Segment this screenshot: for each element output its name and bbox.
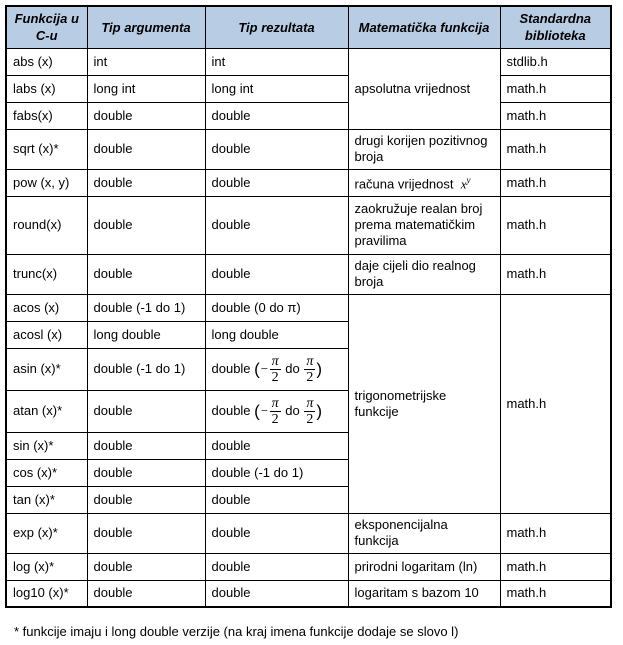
arg-type: double: [87, 513, 205, 553]
arg-type: double: [87, 580, 205, 607]
result-type: double (-1 do 1): [205, 459, 348, 486]
fraction-numerator: π: [271, 395, 279, 411]
header-function: Funkcija u C-u: [6, 6, 87, 48]
fraction-denominator: 2: [271, 411, 279, 427]
desc-text: računa vrijednost: [354, 176, 454, 192]
math-function-desc: prirodni logaritam (ln): [348, 553, 500, 580]
math-function-desc: logaritam s bazom 10: [348, 580, 500, 607]
fraction-numerator: π: [306, 353, 314, 369]
math-function-desc: eksponencijalna funkcija: [348, 513, 500, 553]
result-type: double: [205, 102, 348, 129]
math-function-desc: trigonometrijske funkcije: [348, 294, 500, 513]
arg-type: double: [87, 169, 205, 196]
result-type: double: [205, 486, 348, 513]
pi-over-two-fraction: [304, 354, 315, 385]
fraction-denominator: 2: [271, 369, 279, 385]
math-function-desc: [348, 169, 500, 196]
library: math.h: [500, 129, 611, 169]
result-type: double: [205, 580, 348, 607]
header-math-function: Matematička funkcija: [348, 6, 500, 48]
close-paren: ): [316, 359, 323, 378]
range-word: do: [285, 360, 300, 376]
math-function-desc: apsolutna vrijednost: [348, 48, 500, 129]
table-row: [6, 580, 611, 607]
table-row: [6, 75, 611, 102]
function-name: exp (x)*: [6, 513, 87, 553]
library: math.h: [500, 75, 611, 102]
library: math.h: [500, 580, 611, 607]
arg-type: long int: [87, 75, 205, 102]
header-arg-type: Tip argumenta: [87, 6, 205, 48]
result-type: double: [205, 254, 348, 294]
arg-type: double: [87, 486, 205, 513]
table-row: [6, 129, 611, 169]
fraction-numerator: π: [271, 353, 279, 369]
header-row: [6, 6, 611, 48]
library: math.h: [500, 294, 611, 513]
library: math.h: [500, 553, 611, 580]
fraction-denominator: 2: [306, 411, 314, 427]
range-word: do: [285, 402, 300, 418]
function-name: atan (x)*: [6, 390, 87, 432]
fraction-denominator: 2: [306, 369, 314, 385]
function-name: fabs(x): [6, 102, 87, 129]
library: math.h: [500, 254, 611, 294]
pi-over-two-fraction: [304, 396, 315, 427]
pi-over-two-fraction: [270, 354, 281, 385]
function-name: log (x)*: [6, 553, 87, 580]
arg-type: double: [87, 102, 205, 129]
result-type: double: [205, 553, 348, 580]
library: math.h: [500, 196, 611, 254]
table-row: [6, 48, 611, 75]
function-name: pow (x, y): [6, 169, 87, 196]
arg-type: double (-1 do 1): [87, 348, 205, 390]
function-name: log10 (x)*: [6, 580, 87, 607]
function-name: sin (x)*: [6, 432, 87, 459]
function-name: tan (x)*: [6, 486, 87, 513]
math-function-desc: drugi korijen pozitivnog broja: [348, 129, 500, 169]
result-type: double: [205, 169, 348, 196]
function-name: sqrt (x)*: [6, 129, 87, 169]
arg-type: long double: [87, 321, 205, 348]
header-library: Standardna biblioteka: [500, 6, 611, 48]
arg-type: double: [87, 254, 205, 294]
table-row: [6, 196, 611, 254]
result-type: [205, 390, 348, 432]
result-prefix: double: [211, 402, 251, 418]
fraction-numerator: π: [306, 395, 314, 411]
library: math.h: [500, 102, 611, 129]
table-row: [6, 102, 611, 129]
arg-type: double: [87, 390, 205, 432]
arg-type: double (-1 do 1): [87, 294, 205, 321]
minus-sign: −: [259, 360, 269, 376]
arg-type: double: [87, 196, 205, 254]
arg-type: int: [87, 48, 205, 75]
function-name: round(x): [6, 196, 87, 254]
function-name: labs (x): [6, 75, 87, 102]
pi-over-two-fraction: [270, 396, 281, 427]
table-row: [6, 294, 611, 321]
result-type: double: [205, 432, 348, 459]
table-row: [6, 553, 611, 580]
result-prefix: double: [211, 360, 251, 376]
c-functions-table: [5, 5, 612, 608]
library: stdlib.h: [500, 48, 611, 75]
header-result-type: Tip rezultata: [205, 6, 348, 48]
footnote: * funkcije imaju i long double verzije (na kraj imena funkcije dodaje se slovo l): [14, 624, 459, 639]
result-type: long double: [205, 321, 348, 348]
function-name: acos (x): [6, 294, 87, 321]
arg-type: double: [87, 432, 205, 459]
function-name: abs (x): [6, 48, 87, 75]
table-row: [6, 169, 611, 196]
function-name: cos (x)*: [6, 459, 87, 486]
table-row: [6, 513, 611, 553]
power-base: x: [460, 176, 467, 192]
result-type: long int: [205, 75, 348, 102]
result-type: [205, 348, 348, 390]
arg-type: double: [87, 553, 205, 580]
open-paren: (: [254, 359, 260, 378]
library: math.h: [500, 513, 611, 553]
arg-type: double: [87, 129, 205, 169]
result-type: double: [205, 196, 348, 254]
function-name: asin (x)*: [6, 348, 87, 390]
open-paren: (: [254, 401, 260, 420]
library: math.h: [500, 169, 611, 196]
table-row: [6, 254, 611, 294]
power-exponent: y: [466, 175, 471, 186]
arg-type: double: [87, 459, 205, 486]
function-name: trunc(x): [6, 254, 87, 294]
minus-sign: −: [259, 402, 269, 418]
result-type: int: [205, 48, 348, 75]
close-paren: ): [316, 401, 323, 420]
result-type: double: [205, 129, 348, 169]
math-function-desc: zaokružuje realan broj prema matematičkim pravilima: [348, 196, 500, 254]
function-name: acosl (x): [6, 321, 87, 348]
result-type: double: [205, 513, 348, 553]
math-function-desc: daje cijeli dio realnog broja: [348, 254, 500, 294]
result-type: double (0 do π): [205, 294, 348, 321]
